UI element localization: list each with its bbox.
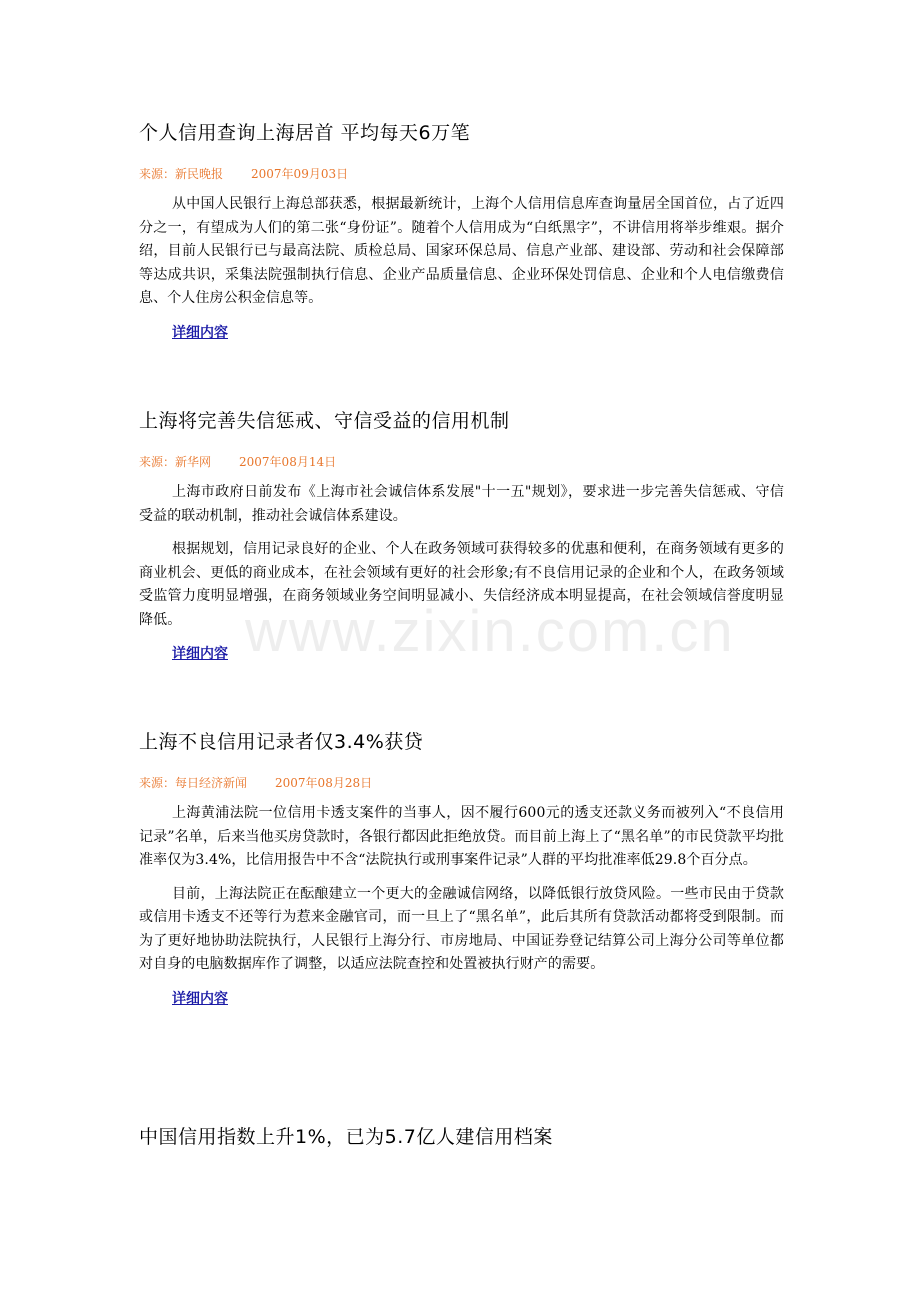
article-source: 来源：新华网 [139, 455, 212, 469]
article-4 [139, 1125, 784, 1149]
article-paragraph: 上海市政府日前发布《上海市社会诚信体系发展"十一五"规划》，要求进一步完善失信惩戒、守信受益的联动机制，推动社会诚信体系建设。 [139, 484, 784, 524]
article-meta [139, 775, 784, 791]
article-3 [139, 730, 784, 1008]
article-2 [139, 409, 784, 663]
article-title: 个人信用查询上海居首 平均每天6万笔 [139, 122, 471, 144]
article-date: 2007年08月28日 [275, 776, 373, 790]
details-link[interactable]: 详细内容 [172, 646, 228, 662]
article-1 [139, 121, 784, 342]
article-source: 来源：新民晚报 [139, 167, 224, 181]
article-paragraph: 从中国人民银行上海总部获悉，根据最新统计，上海个人信用信息库查询量居全国首位，占了近四分之一，有望成为人们的第二张“身份证”。随着个人信用成为“白纸黑字”，不讲信用将举步维艰。据介绍，目前人民银行已与最高法院、质检总局、国家环保总局、信息产业部、建设部、劳动和社会保障部等达成共识，采集法院强制执行信息、企业产品质量信息、企业环保处罚信息、企业和个人电信缴费信息、个人住房公积金信息等。 [139, 196, 784, 306]
article-paragraph: 根据规划，信用记录良好的企业、个人在政务领域可获得较多的优惠和便利，在商务领域有更多的商业机会、更低的商业成本，在社会领域有更好的社会形象;有不良信用记录的企业和个人，在政务领域受监管力度明显增强，在商务领域业务空间明显减小、失信经济成本明显提高，在社会领域信誉度明显降低。 [139, 541, 784, 628]
article-title: 上海不良信用记录者仅3.4%获贷 [139, 731, 424, 753]
article-meta [139, 166, 784, 182]
watermark-text: www.zixin.com.cn [245, 599, 735, 664]
article-paragraph: 目前，上海法院正在酝酿建立一个更大的金融诚信网络，以降低银行放贷风险。一些市民由于贷款或信用卡透支不还等行为惹来金融官司，而一旦上了“黑名单”，此后其所有贷款活动都将受到限制。而为了更好地协助法院执行，人民银行上海分行、市房地局、中国证券登记结算公司上海分公司等单位都对自身的电脑数据库作了调整，以适应法院查控和处置被执行财产的需要。 [139, 885, 784, 972]
article-title: 上海将完善失信惩戒、守信受益的信用机制 [139, 410, 510, 432]
details-link[interactable]: 详细内容 [172, 990, 228, 1007]
article-paragraph: 上海黄浦法院一位信用卡透支案件的当事人，因不履行600元的透支还款义务而被列入“不良信用记录”名单，后来当他买房贷款时，各银行都因此拒绝放贷。而目前上海上了“黑名单”的市民贷款平均批准率仅为3.4%，比信用报告中不含“法院执行或刑事案件记录”人群的平均批准率低29.8个百分点。 [139, 805, 784, 868]
article-meta [139, 454, 784, 470]
article-title: 中国信用指数上升1%，已为5.7亿人建信用档案 [139, 1126, 553, 1148]
article-date: 2007年08月14日 [239, 455, 337, 469]
article-date: 2007年09月03日 [251, 167, 349, 181]
article-source: 来源：每日经济新闻 [139, 776, 248, 790]
details-link[interactable]: 详细内容 [172, 324, 228, 341]
